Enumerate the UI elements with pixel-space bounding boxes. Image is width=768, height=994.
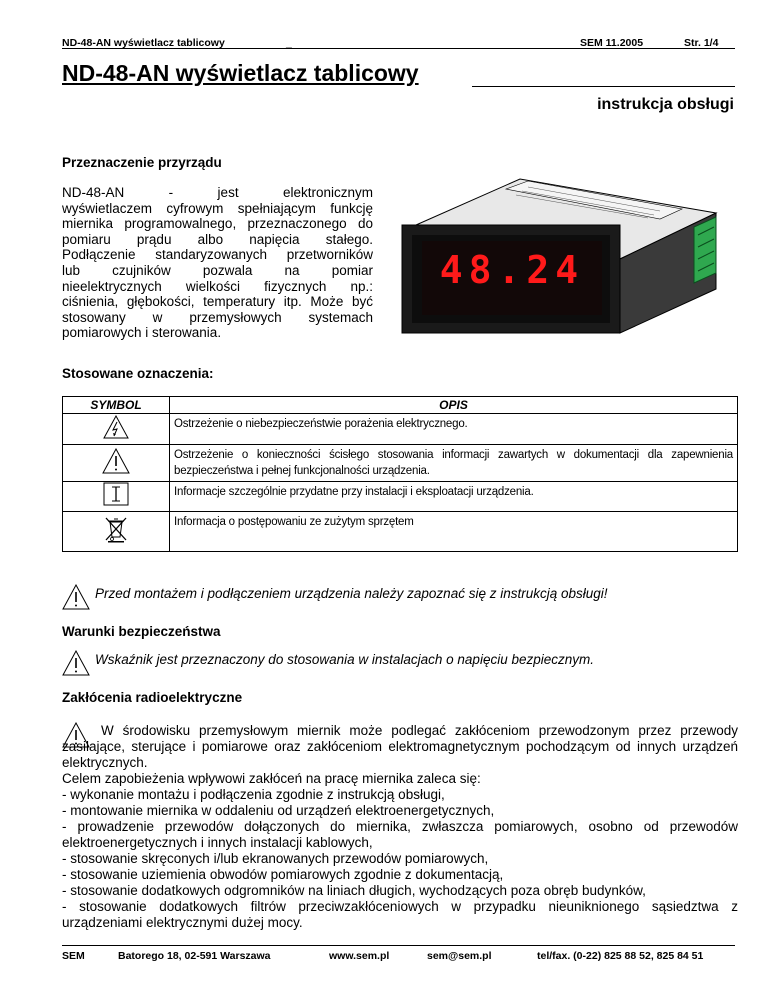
section-heading-safety: Warunki bezpieczeństwa bbox=[62, 624, 221, 639]
header-right: Str. 1/4 bbox=[684, 37, 719, 49]
intro-line: miernika programowalnego, przeznaczonego do bbox=[62, 216, 373, 232]
footer-phone: tel/fax. (0-22) 825 88 52, 825 84 51 bbox=[537, 950, 704, 962]
section-heading-purpose: Przeznaczenie przyrządu bbox=[62, 155, 222, 170]
footer-company: SEM bbox=[62, 950, 85, 962]
list-item: - wykonanie montażu i podłączenia zgodnie z instrukcją obsługi, bbox=[62, 787, 445, 802]
intro-line: pomiarowych i sterowania. bbox=[62, 325, 222, 341]
list-item: - stosowanie dodatkowych odgromników na liniach długich, wychodzących poza obręb budynków, bbox=[62, 883, 646, 898]
electric-shock-warning-icon bbox=[103, 415, 129, 439]
interference-paragraph: W środowisku przemysłowym miernik może podlegać zakłóceniom przewodzonym przez przewody zasilające, sterujące i pomiarowe oraz zakłóceniom elektromagnetycznym pochodzącym od innych urządzeń elektrycznych. bbox=[62, 723, 738, 770]
list-item: - stosowanie skręconych i/lub ekranowanych przewodów pomiarowych, bbox=[62, 851, 489, 866]
page-subtitle: instrukcja obsługi bbox=[597, 96, 734, 113]
footer-email: sem@sem.pl bbox=[427, 950, 492, 962]
list-item: - prowadzenie przewodów dołączonych do miernika, zwłaszcza pomiarowych, osobno od przewodów elektroenergetycznych i innych instalacji kablowych, bbox=[62, 819, 738, 850]
interference-lead: Celem zapobieżenia wpływowi zakłóceń na pracę miernika zaleca się: bbox=[62, 771, 481, 786]
section-heading-symbols: Stosowane oznaczenia: bbox=[62, 366, 214, 381]
symbol-desc-shock: Ostrzeżenie o niebezpieczeństwie porażenia elektrycznego. bbox=[170, 414, 738, 445]
notice-before-install bbox=[62, 584, 738, 612]
title-rule bbox=[472, 86, 735, 87]
notice-safety bbox=[62, 650, 738, 678]
intro-line: lub czujników pozwala na pomiar bbox=[62, 262, 373, 278]
header-mid: SEM 11.2005 bbox=[580, 37, 644, 49]
intro-paragraph bbox=[62, 185, 373, 341]
crossed-bin-icon bbox=[104, 515, 128, 543]
info-icon bbox=[103, 482, 129, 506]
warning-icon bbox=[102, 448, 130, 474]
intro-line: pomiaru prądu albo napięcia stałego. bbox=[62, 231, 373, 247]
header-rule bbox=[62, 48, 735, 49]
intro-line: ND-48-AN - jest elektronicznym bbox=[62, 185, 373, 200]
symbol-desc-warning: Ostrzeżenie o konieczności ścisłego stosowania informacji zawartych w dokumentacji dla zapewnienia bezpieczeństwa i pełnej funkcjonalności urządzenia. bbox=[170, 445, 738, 482]
interference-list bbox=[62, 787, 738, 931]
intro-line: Podłączenie standaryzowanych przetworników bbox=[62, 247, 373, 263]
notice-safety-text: Wskaźnik jest przeznaczony do stosowania w instalacjach o napięciu bezpiecznym. bbox=[95, 652, 594, 667]
device-illustration bbox=[398, 175, 718, 335]
symbol-desc-bin: Informacja o postępowaniu ze zużytym sprzętem bbox=[170, 512, 738, 552]
intro-line: nieelektrycznych wielkości fizycznych np.: bbox=[62, 278, 373, 294]
col-symbol-header: SYMBOL bbox=[63, 397, 170, 414]
symbols-table bbox=[62, 396, 738, 552]
footer-rule bbox=[62, 945, 735, 946]
footer-address: Batorego 18, 02-591 Warszawa bbox=[118, 950, 271, 962]
interference-block bbox=[62, 723, 738, 931]
warning-icon bbox=[62, 584, 90, 610]
list-item: - stosowanie dodatkowych filtrów przeciwzakłóceniowych w przypadku nieuniknionego sąsiedztwa z urządzeniami elektrycznymi dużej mocy. bbox=[62, 899, 738, 930]
list-item: - stosowanie uziemienia obwodów pomiarowych zgodnie z dokumentacją, bbox=[62, 867, 504, 882]
list-item: - montowanie miernika w oddaleniu od urządzeń elektroenergetycznych, bbox=[62, 803, 495, 818]
section-heading-interference: Zakłócenia radioelektryczne bbox=[62, 690, 243, 705]
warning-icon bbox=[62, 650, 90, 676]
symbol-desc-info: Informacje szczególnie przydatne przy instalacji i eksploatacji urządzenia. bbox=[170, 482, 738, 512]
display-digits: 48.24 bbox=[439, 248, 585, 292]
header-dash: _ bbox=[286, 37, 292, 49]
page-title: ND-48-AN wyświetlacz tablicowy bbox=[62, 60, 419, 86]
notice-before-install-text: Przed montażem i podłączeniem urządzenia należy zapoznać się z instrukcją obsługi! bbox=[95, 586, 608, 601]
intro-line: stosowany w przemysłowych systemach bbox=[62, 309, 373, 325]
col-desc-header: OPIS bbox=[170, 397, 738, 414]
header-left: ND-48-AN wyświetlacz tablicowy bbox=[62, 37, 225, 49]
footer-web: www.sem.pl bbox=[329, 950, 390, 962]
intro-line: wyświetlaczem cyfrowym spełniającym funkcję bbox=[62, 200, 373, 216]
intro-line: ciśnienia, głębokości, temperatury itp. Może być bbox=[62, 294, 373, 310]
